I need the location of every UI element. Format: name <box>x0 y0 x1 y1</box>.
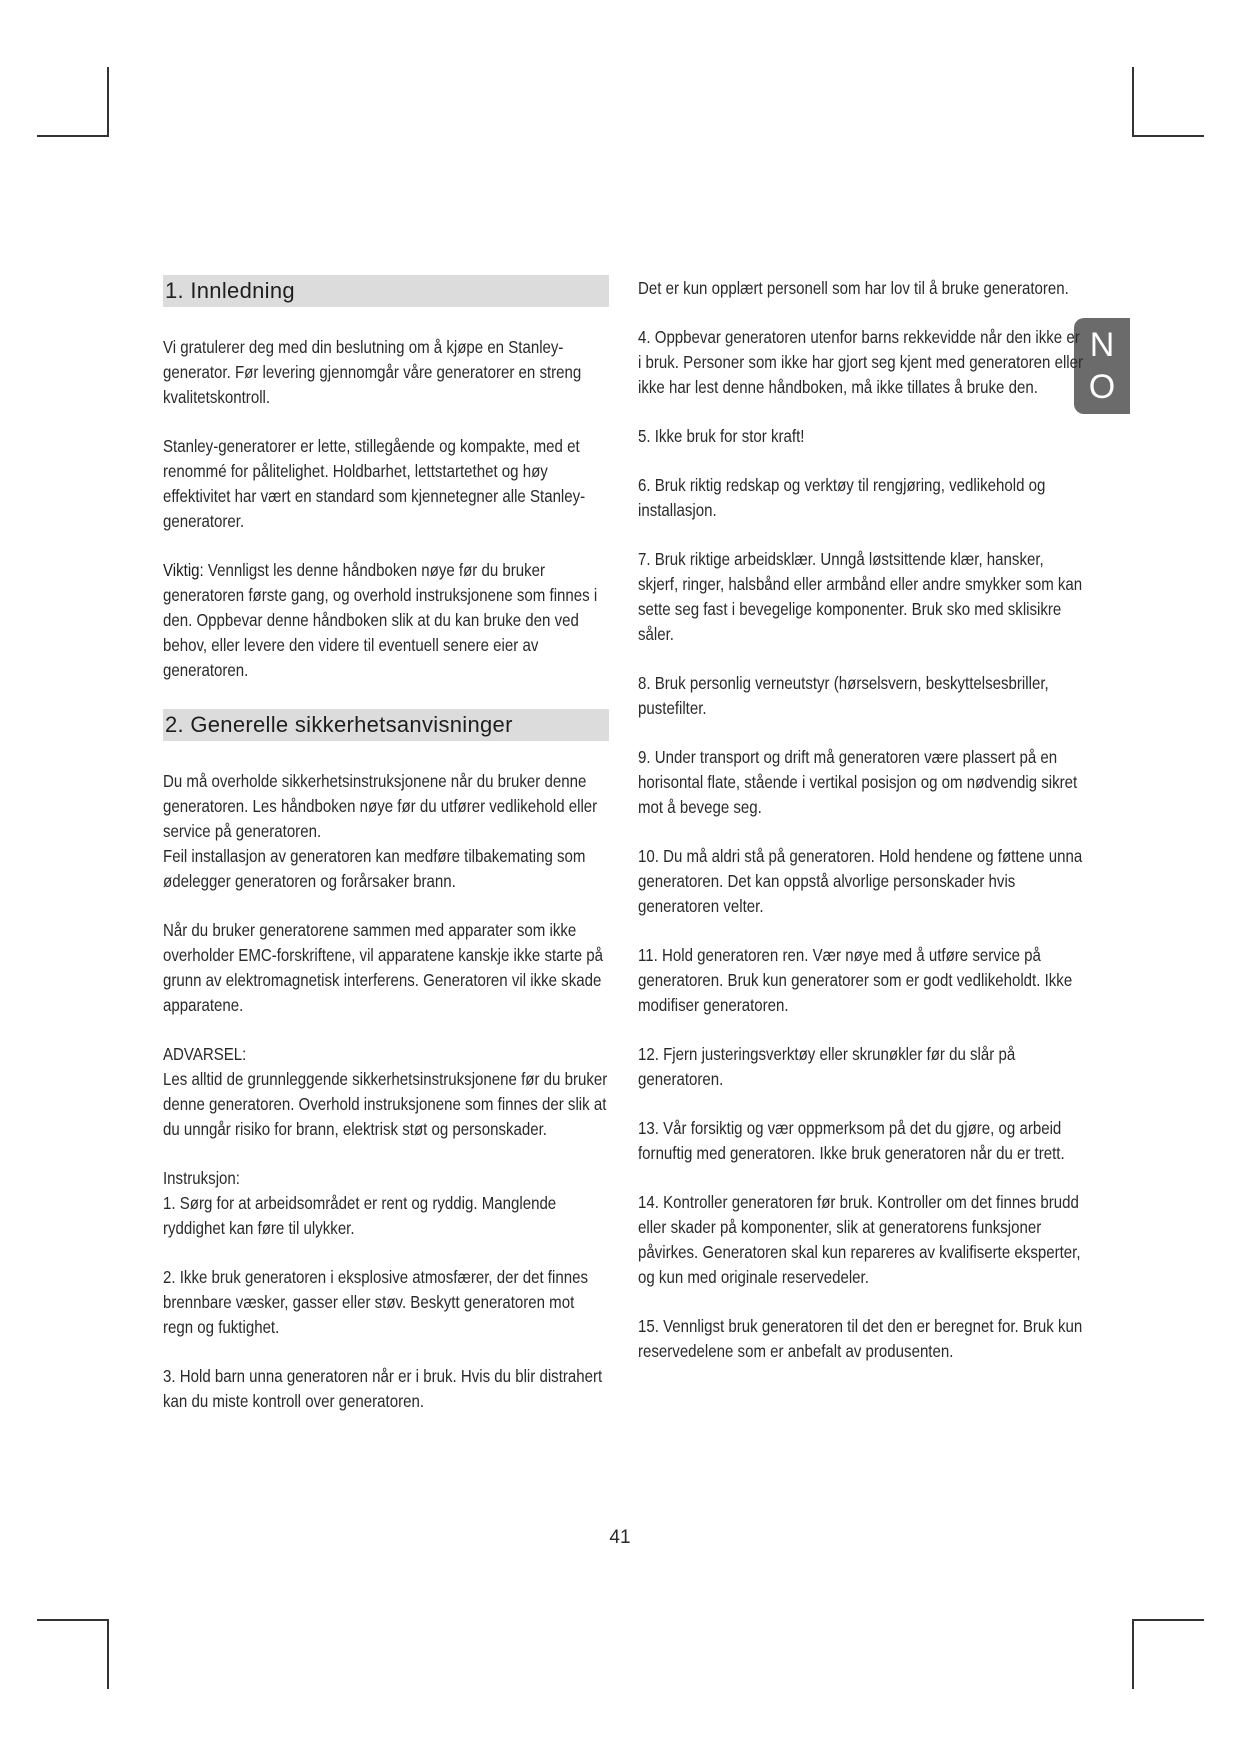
instruction-item-11: 11. Hold generatoren ren. Vær nøye med å utføre service på generatoren. Bruk kun generatorer som er godt vedlikeholdt. Ikke modifiser generatoren. <box>638 945 1073 1015</box>
crop-mark-bottom-right-horizontal <box>1132 1619 1204 1621</box>
instruction-item-7: 7. Bruk riktige arbeidsklær. Unngå løstsittende klær, hansker, skjerf, ringer, halsbånd eller armbånd eller andre smykker som kan sette seg fast i bevegelige komponenter. Bruk sko med sklisikre såler. <box>638 549 1083 644</box>
section-2-title: 2. Generelle sikkerhetsanvisninger <box>163 709 609 741</box>
instruction-item-3: 3. Hold barn unna generatoren når er i bruk. Hvis du blir distrahert kan du miste kontroll over generatoren. <box>163 1366 603 1411</box>
instruction-item-4: 4. Oppbevar generatoren utenfor barns rekkevidde når den ikke er i bruk. Personer som ikke har gjort seg kjent med generatoren eller ikke har lest denne håndboken, må ikke tillates å bruke den. <box>638 327 1084 397</box>
page-number: 41 <box>609 1527 631 1548</box>
instruction-item-12: 12. Fjern justeringsverktøy eller skrunøkler før du slår på generatoren. <box>638 1044 1016 1089</box>
instruction-item-2: 2. Ikke bruk generatoren i eksplosive atmosfærer, der det finnes brennbare væsker, gasser eller støv. Beskytt generatoren mot regn og fuktighet. <box>163 1267 588 1337</box>
crop-mark-top-right-horizontal <box>1132 135 1204 137</box>
instruction-item-14: 14. Kontroller generatoren før bruk. Kontroller om det finnes brudd eller skader på komponenter, slik at generatorens funksjoner påvirkes. Generatoren skal kun repareres av kvalifiserte eksperter, og kun med originale reservedeler. <box>638 1192 1081 1287</box>
warning-label: ADVARSEL: <box>163 1044 247 1064</box>
instruction-item-9: 9. Under transport og drift må generatoren være plassert på en horisontal flate, stående i vertikal posisjon og om nødvendig sikret mot å bevege seg. <box>638 747 1078 817</box>
instruction-item-13: 13. Vår forsiktig og vær oppmerksom på det du gjøre, og arbeid fornuftig med generatoren. Ikke bruk generatoren når du er trett. <box>638 1118 1065 1163</box>
important-label: Viktig: <box>163 560 204 580</box>
safety-paragraph-1b: Feil installasjon av generatoren kan medføre tilbakemating som ødelegger generatoren og forårsaker brann. <box>163 846 586 891</box>
crop-mark-bottom-right-vertical <box>1132 1619 1134 1689</box>
intro-paragraph-2: Stanley-generatorer er lette, stillegående og kompakte, med et renommé for pålitelighet. Holdbarhet, lettstartethet og høy effektivitet har vært en standard som kjennetegner alle Stanley-generatorer. <box>163 436 586 531</box>
section-1-title: 1. Innledning <box>163 275 609 307</box>
instruction-item-10: 10. Du må aldri stå på generatoren. Hold hendene og føttene unna generatoren. Det kan oppstå alvorlige personskader hvis generatoren velter. <box>638 846 1083 916</box>
right-column <box>638 276 1088 1388</box>
crop-mark-top-left-vertical <box>107 67 109 137</box>
important-paragraph <box>163 558 608 683</box>
crop-mark-top-left-horizontal <box>37 135 109 137</box>
crop-mark-top-right-vertical <box>1132 67 1134 137</box>
instruction-item-15: 15. Vennligst bruk generatoren til det den er beregnet for. Bruk kun reservedelene som er anbefalt av produsenten. <box>638 1316 1083 1361</box>
important-text: Vennligst les denne håndboken nøye før du bruker generatoren første gang, og overhold instruksjonene som finnes i den. Oppbevar denne håndboken slik at du kan bruke den ved behov, eller levere den videre til eventuell senere eier av generatoren. <box>163 560 598 680</box>
safety-paragraph-2: Når du bruker generatorene sammen med apparater som ikke overholder EMC-forskriftene, vil apparatene kanskje ikke starte på grunn av elektromagnetisk interferens. Generatoren vil ikke skade apparatene. <box>163 920 604 1015</box>
warning-text: Les alltid de grunnleggende sikkerhetsinstruksjonene før du bruker denne generatoren. Overhold instruksjonene som finnes der slik at du unngår risiko for brann, elektrisk støt og personskader. <box>163 1069 608 1139</box>
left-column <box>163 275 609 1438</box>
instructions-label: Instruksjon: <box>163 1168 240 1188</box>
instruction-item-8: 8. Bruk personlig verneutstyr (hørselsvern, beskyttelsesbriller, pustefilter. <box>638 673 1049 718</box>
crop-mark-bottom-left-vertical <box>107 1619 109 1689</box>
instruction-item-1: 1. Sørg for at arbeidsområdet er rent og ryddig. Manglende ryddighet kan føre til ulykker. <box>163 1193 557 1238</box>
intro-paragraph-1: Vi gratulerer deg med din beslutning om å kjøpe en Stanley-generator. Før levering gjennomgår våre generatorer en streng kvalitetskontroll. <box>163 337 582 407</box>
language-tab-letter-2: O <box>1088 368 1116 406</box>
instruction-item-6: 6. Bruk riktig redskap og verktøy til rengjøring, vedlikehold og installasjon. <box>638 475 1046 520</box>
instruction-item-5: 5. Ikke bruk for stor kraft! <box>638 426 805 446</box>
safety-paragraph-1a: Du må overholde sikkerhetsinstruksjonene når du bruker denne generatoren. Les håndboken nøye før du utfører vedlikehold eller service på generatoren. <box>163 771 598 841</box>
language-tab-letter-1: N <box>1089 326 1115 364</box>
instruction-item-3-continued: Det er kun opplært personell som har lov til å bruke generatoren. <box>638 278 1069 298</box>
crop-mark-bottom-left-horizontal <box>37 1619 109 1621</box>
